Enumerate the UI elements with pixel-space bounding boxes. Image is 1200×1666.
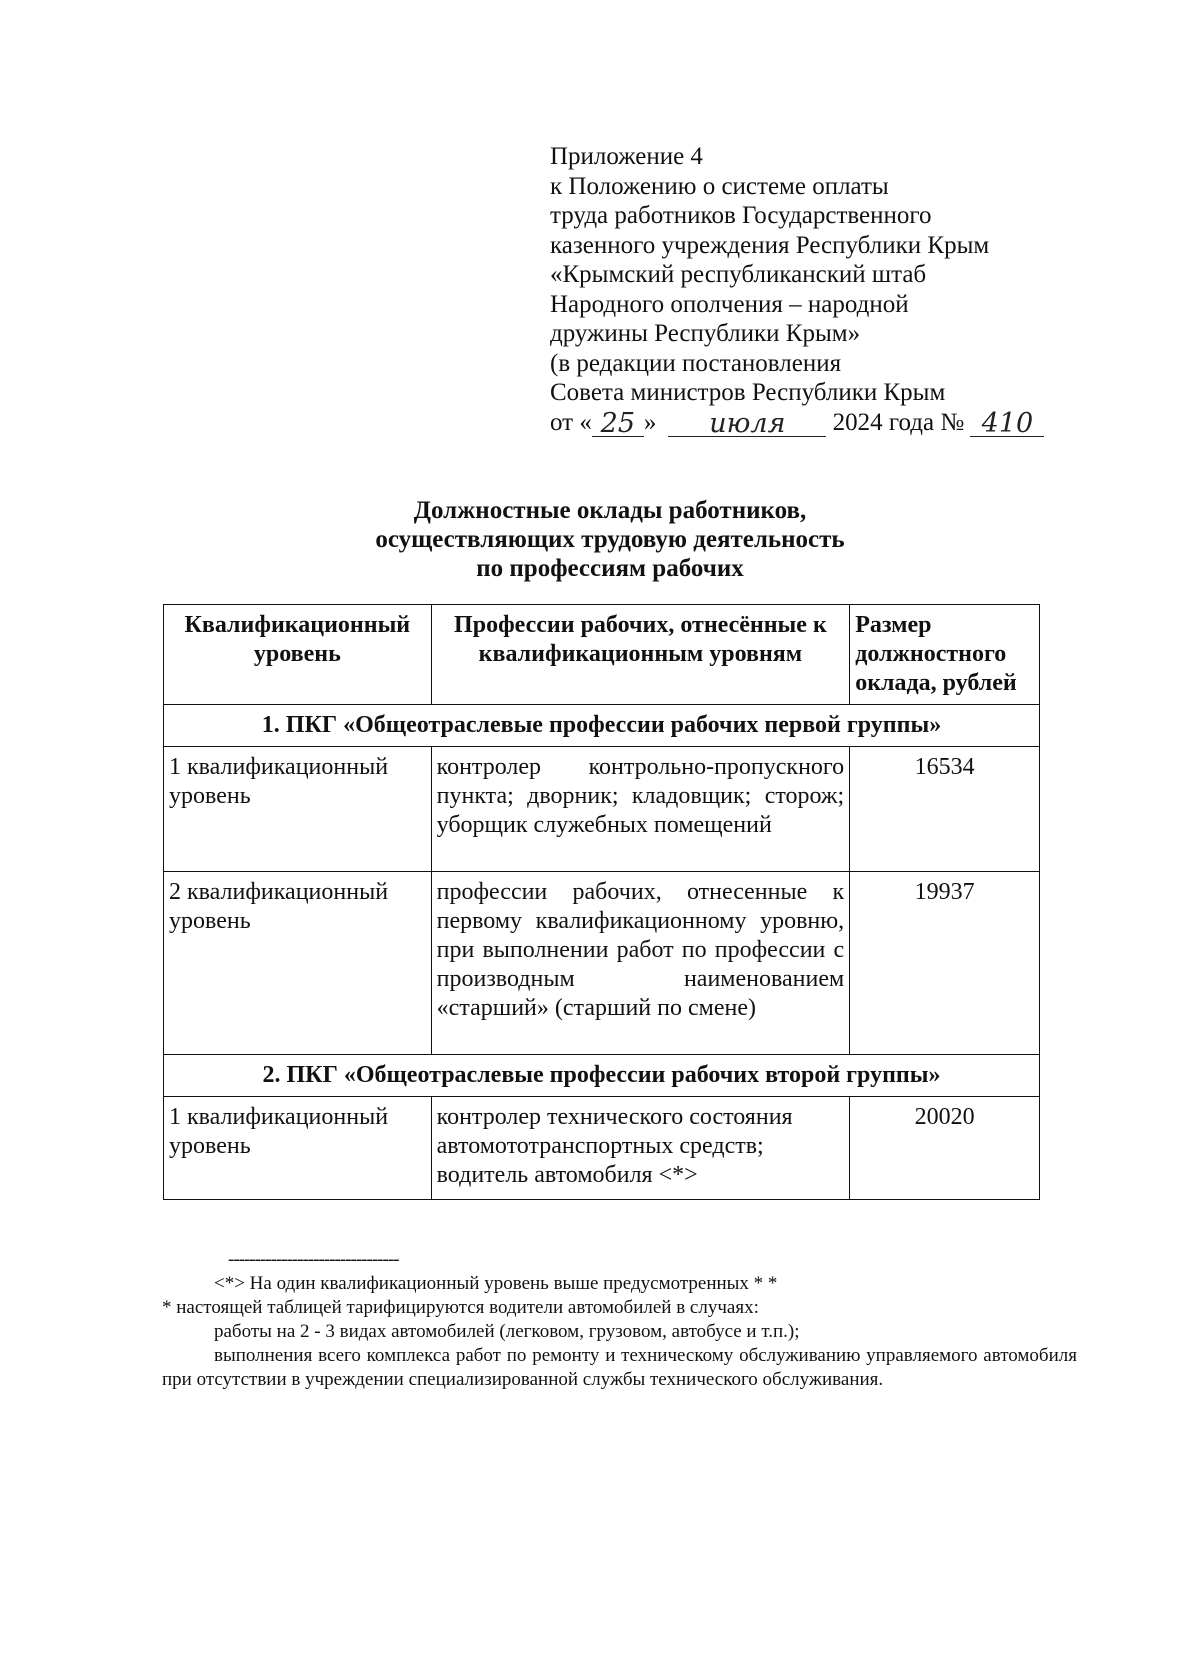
appendix-line: Народного ополчения – народной [550,290,909,318]
appendix-line: Совета министров Республики Крым [550,379,946,406]
table-header-row [164,605,1040,705]
cell-salary: 20020 [850,1097,1040,1200]
title-line: Должностные оклады работников, [413,497,807,524]
handwritten-number: 410 [970,412,1044,437]
group-row [164,705,1040,747]
cell-professions: контролер контрольно-пропускного пункта; дворник; кладовщик; сторож; уборщик служебных помещений [431,747,850,872]
group-title: 2. ПКГ «Общеотраслевые профессии рабочих второй группы» [164,1055,1040,1097]
header-professions: Профессии рабочих, отнесённые к квалификационным уровням [431,605,850,705]
cell-level: 1 квалификационный уровень [164,747,432,872]
title-line: осуществляющих трудовую деятельность [375,526,845,553]
group-row [164,1055,1040,1097]
appendix-line: казенного учреждения Республики Крым [550,231,990,259]
table-row [164,872,1040,1055]
footnote-case: выполнения всего комплекса работ по ремонту и техническому обслуживанию управляемого автомобиля при отсутствии в учреждении специализированной службы технического обслуживания. [162,1345,1077,1390]
cell-salary: 16534 [850,747,1040,872]
handwritten-day: 25 [592,412,644,437]
footnote-separator: -------------------------------- [228,1249,399,1270]
date-quote-close: » [643,408,657,436]
cell-professions: профессии рабочих, отнесенные к первому квалификационному уровню, при выполнении работ по профессии с производным наименованием «старший» (старший по смене) [431,872,850,1055]
footnote-case: работы на 2 - 3 видах автомобилей (легковом, грузовом, автобусе и т.п.); [214,1321,800,1342]
appendix-header [550,142,1110,437]
appendix-line: к Положению о системе оплаты [550,172,889,200]
cell-professions [431,1097,850,1200]
footnotes [162,1248,1077,1392]
cell-level: 2 квалификационный уровень [164,872,432,1055]
appendix-line: (в редакции постановления [550,349,842,377]
appendix-line: труда работников Государственного [550,202,932,229]
appendix-line: дружины Республики Крым» [550,320,861,347]
header-salary: Размер должностного оклада, рублей [850,605,1040,705]
cell-level: 1 квалификационный уровень [164,1097,432,1200]
salary-table [163,604,1040,1200]
title-line: по профессиям рабочих [476,555,744,582]
profession-line: контролер технического состояния [436,1104,793,1130]
cell-salary: 19937 [850,872,1040,1055]
table-row [164,1097,1040,1200]
profession-line: автомототранспортных средств; [436,1133,764,1159]
date-prefix: от « [550,408,592,436]
document-title [250,496,970,583]
table-row [164,747,1040,872]
group-title: 1. ПКГ «Общеотраслевые профессии рабочих первой группы» [164,705,1040,747]
footnote-text: * настоящей таблицей тарифицируются водители автомобилей в случаях: [162,1297,759,1318]
appendix-line: Приложение 4 [550,143,703,170]
header-level: Квалификационный уровень [164,605,432,705]
appendix-line: «Крымский республиканский штаб [550,261,927,288]
resolution-date-line [550,408,1110,438]
profession-line: водитель автомобиля <*> [436,1162,698,1188]
handwritten-month: июля [668,412,826,437]
date-year-text: 2024 года № [826,408,971,436]
footnote-text: <*> На один квалификационный уровень выше предусмотренных * * [214,1273,778,1294]
